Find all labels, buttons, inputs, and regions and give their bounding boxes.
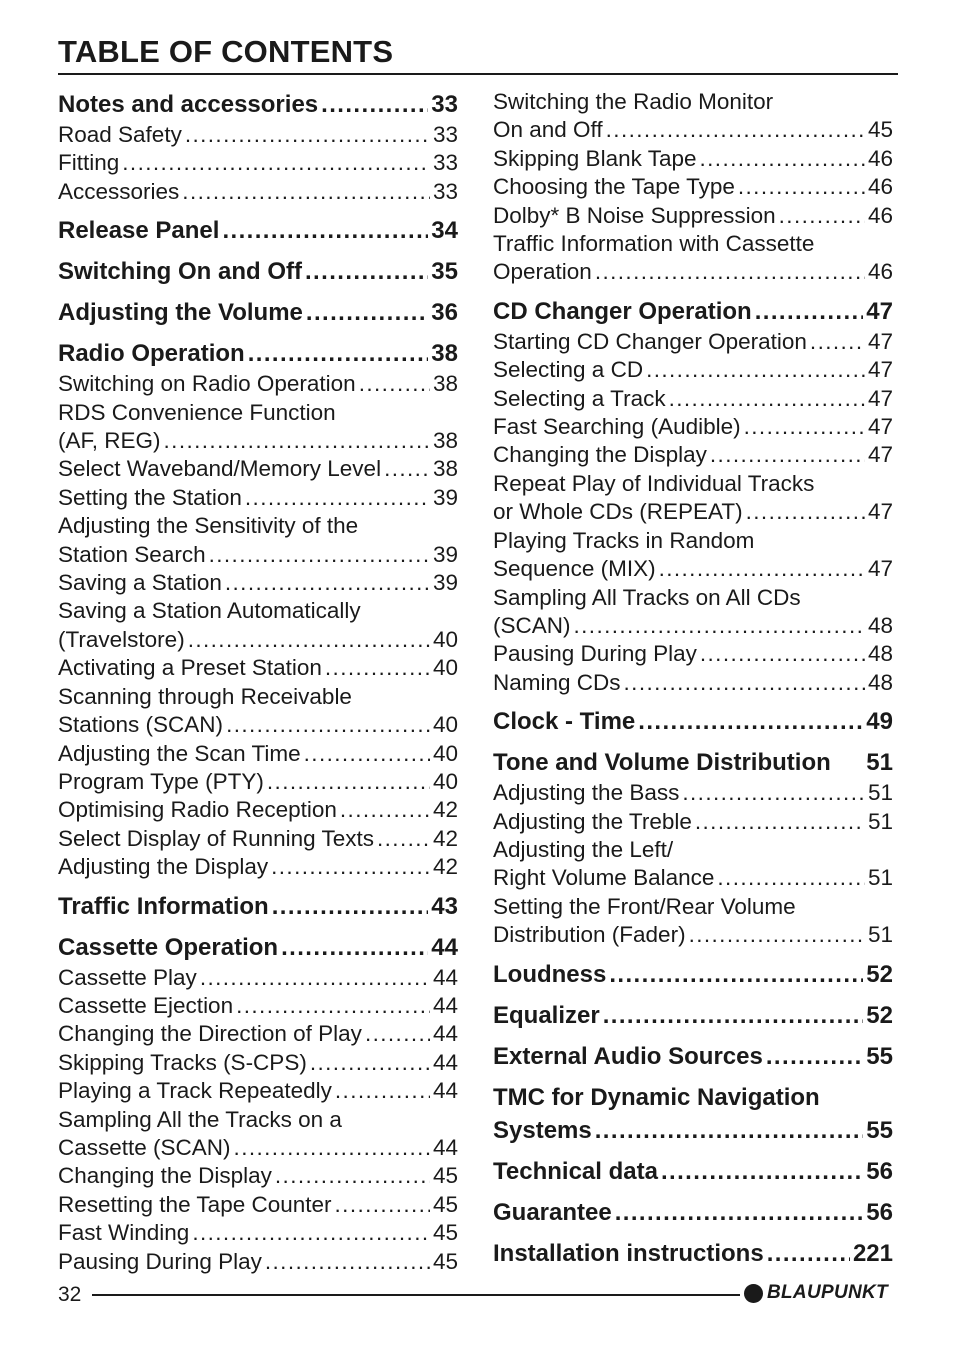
dot-leader <box>574 612 865 640</box>
toc-entry <box>58 455 458 483</box>
toc-entry <box>58 541 458 569</box>
page-title: TABLE OF CONTENTS <box>58 34 394 69</box>
toc-page-number: 39 <box>432 570 458 596</box>
toc-entry <box>493 921 893 949</box>
toc-page-number: 38 <box>432 371 458 397</box>
toc-entry <box>58 853 458 881</box>
toc-page-number: 44 <box>432 1078 458 1104</box>
toc-page-number: 33 <box>432 122 458 147</box>
toc-page-number: 47 <box>866 297 893 325</box>
toc-page-number: 56 <box>866 1198 893 1226</box>
toc-page-number: 45 <box>432 1191 458 1217</box>
dot-leader <box>755 295 864 328</box>
toc-page-number: 51 <box>867 865 893 891</box>
toc-page-number: 42 <box>432 797 458 823</box>
toc-page-number: 51 <box>867 808 893 834</box>
toc-entry-title: Cassette Play <box>58 964 197 990</box>
toc-entry <box>493 779 893 807</box>
toc-page-number: 46 <box>867 145 893 171</box>
toc-page-number: 48 <box>867 641 893 667</box>
toc-entry-title: Stations (SCAN) <box>58 712 224 738</box>
dot-leader <box>236 992 430 1020</box>
dot-leader <box>766 1040 863 1073</box>
toc-entry <box>58 992 458 1020</box>
toc-entry-title: Saving a Station Automatically <box>58 598 361 624</box>
toc-entry <box>58 654 458 682</box>
dot-leader <box>192 1219 430 1247</box>
toc-entry-title: Traffic Information <box>58 892 269 920</box>
toc-page-number: 46 <box>867 202 893 228</box>
dot-leader <box>710 441 865 469</box>
toc-page-number: 45 <box>432 1248 458 1274</box>
toc-entry-title: Clock - Time <box>493 708 636 736</box>
toc-entry-title: Dolby* B Noise Suppression <box>493 202 776 228</box>
toc-entry-title: Setting the Station <box>58 484 242 510</box>
toc-entry-title: Changing the Display <box>58 1163 272 1189</box>
toc-entry <box>58 1049 458 1077</box>
dot-leader <box>335 1191 430 1219</box>
toc-entry-title: Scanning through Receivable <box>58 683 352 709</box>
toc-entry-title: Fitting <box>58 150 120 176</box>
toc-page-number: 44 <box>432 1134 458 1160</box>
toc-entry-title: CD Changer Operation <box>493 297 752 325</box>
dot-leader <box>305 255 428 288</box>
dot-leader <box>746 498 865 526</box>
toc-entry <box>493 356 893 384</box>
brand-logo <box>744 1283 888 1303</box>
dot-leader <box>271 853 430 881</box>
toc-page-number: 35 <box>431 258 458 286</box>
dot-leader <box>365 1020 430 1048</box>
toc-entry-title: Sequence (MIX) <box>493 556 656 582</box>
toc-page-number: 56 <box>866 1157 893 1185</box>
dot-leader <box>624 669 865 697</box>
toc-page-number: 45 <box>432 1163 458 1189</box>
toc-page-number: 45 <box>432 1220 458 1246</box>
dot-leader <box>304 740 430 768</box>
dot-leader <box>335 1077 430 1105</box>
toc-entry-title: Equalizer <box>493 1001 600 1029</box>
toc-page-number: 55 <box>866 1116 893 1144</box>
toc-entry <box>493 441 893 469</box>
toc-page-number: 40 <box>432 712 458 738</box>
dot-leader <box>384 455 430 483</box>
toc-entry-title: Saving a Station <box>58 570 222 596</box>
toc-page-number: 40 <box>432 740 458 766</box>
toc-entry <box>493 864 893 892</box>
dot-leader <box>606 116 865 144</box>
toc-entry-title: Traffic Information with Cassette <box>493 231 815 257</box>
dot-leader <box>340 796 430 824</box>
toc-section-heading <box>58 214 458 247</box>
toc-entry <box>58 740 458 768</box>
dot-leader <box>267 768 430 796</box>
dot-leader <box>321 88 428 121</box>
toc-section-heading <box>493 705 893 738</box>
toc-page-number: 45 <box>867 117 893 143</box>
toc-entry <box>58 825 458 853</box>
page-number: 32 <box>58 1283 82 1306</box>
toc-page-number: 47 <box>867 442 893 468</box>
toc-page-number: 42 <box>432 854 458 880</box>
toc-entry-title: Adjusting the Volume <box>58 299 303 327</box>
toc-page-number: 33 <box>432 150 458 176</box>
toc-column-left <box>58 88 458 1276</box>
toc-page-number: 39 <box>432 541 458 567</box>
toc-section-heading <box>58 337 458 370</box>
dot-leader <box>185 121 430 149</box>
dot-leader <box>222 214 428 247</box>
toc-entry <box>493 527 893 555</box>
toc-entry <box>58 1219 458 1247</box>
toc-page-number: 44 <box>432 964 458 990</box>
dot-leader <box>209 541 430 569</box>
toc-page-number: 33 <box>432 178 458 204</box>
toc-entry <box>493 612 893 640</box>
toc-page-number: 46 <box>867 174 893 200</box>
dot-leader <box>603 999 864 1032</box>
toc-entry-title: Adjusting the Sensitivity of the <box>58 513 359 539</box>
toc-page-number: 42 <box>432 825 458 851</box>
toc-entry <box>58 683 458 711</box>
toc-entry <box>493 173 893 201</box>
toc-page-number: 44 <box>431 933 458 961</box>
toc-entry-title: Cassette Operation <box>58 933 279 961</box>
dot-leader <box>689 921 865 949</box>
toc-entry-title: Distribution (Fader) <box>493 922 686 948</box>
dot-leader <box>669 385 865 413</box>
toc-entry <box>58 711 458 739</box>
toc-entry-title: Resetting the Tape Counter <box>58 1191 332 1217</box>
toc-page-number: 40 <box>432 768 458 794</box>
dot-leader <box>265 1248 430 1276</box>
dot-leader <box>609 958 863 991</box>
toc-page-number: 52 <box>866 960 893 988</box>
toc-entry-title: Program Type (PTY) <box>58 768 264 794</box>
toc-entry <box>58 569 458 597</box>
toc-entry <box>493 555 893 583</box>
toc-entry-title: Playing Tracks in Random <box>493 527 755 553</box>
dot-leader <box>200 964 430 992</box>
toc-entry <box>58 626 458 654</box>
dot-leader <box>717 864 865 892</box>
toc-entry-title: (SCAN) <box>493 612 571 638</box>
toc-entry-title: Naming CDs <box>493 669 621 695</box>
dot-leader <box>122 149 430 177</box>
toc-entry <box>493 640 893 668</box>
toc-entry <box>493 808 893 836</box>
footer-divider <box>92 1294 740 1296</box>
toc-entry <box>493 328 893 356</box>
toc-entry-title: Playing a Track Repeatedly <box>58 1078 332 1104</box>
toc-entry-title: Guarantee <box>493 1198 612 1226</box>
toc-entry-title: Switching On and Off <box>58 258 302 286</box>
toc-entry <box>493 202 893 230</box>
toc-entry <box>58 1020 458 1048</box>
toc-entry <box>493 385 893 413</box>
toc-entry-title: Adjusting the Display <box>58 854 269 880</box>
toc-entry-title: Notes and accessories <box>58 91 319 118</box>
toc-entry <box>493 498 893 526</box>
toc-page-number: 39 <box>432 484 458 510</box>
toc-entry-title: Optimising Radio Reception <box>58 797 337 823</box>
toc-section-heading <box>58 890 458 923</box>
dot-leader <box>744 413 865 441</box>
toc-entry-title: Radio Operation <box>58 340 245 368</box>
toc-entry-title: or Whole CDs (REPEAT) <box>493 499 743 525</box>
toc-entry <box>58 427 458 455</box>
dot-leader <box>310 1049 430 1077</box>
toc-section-heading <box>58 296 458 329</box>
toc-page-number: 36 <box>431 299 458 327</box>
toc-page-number: 47 <box>867 414 893 440</box>
dot-leader <box>359 370 430 398</box>
toc-entry <box>493 230 893 258</box>
dot-leader <box>595 1114 864 1147</box>
toc-section-heading <box>493 1237 893 1270</box>
toc-page-number: 48 <box>867 669 893 695</box>
toc-page-number: 221 <box>852 1239 893 1267</box>
toc-page-number: 51 <box>867 922 893 948</box>
dot-leader <box>646 356 865 384</box>
dot-leader <box>188 626 430 654</box>
toc-page-number: 47 <box>867 499 893 525</box>
toc-page-number: 48 <box>867 612 893 638</box>
toc-page-number: 38 <box>432 428 458 454</box>
toc-page-number: 40 <box>432 626 458 652</box>
dot-leader <box>272 890 429 923</box>
dot-leader <box>306 296 428 329</box>
toc-entry <box>58 1191 458 1219</box>
dot-leader <box>695 808 865 836</box>
brand-name: BLAUPUNKT <box>767 1282 888 1303</box>
toc-entry-title: Selecting a Track <box>493 385 666 411</box>
toc-entry <box>493 258 893 286</box>
toc-entry-title: Fast Winding <box>58 1220 190 1246</box>
toc-section-heading <box>493 746 893 779</box>
toc-entry-title: Switching the Radio Monitor <box>493 89 774 114</box>
dot-leader <box>248 337 429 370</box>
toc-page-number: 47 <box>867 385 893 411</box>
toc-section-heading <box>493 295 893 328</box>
toc-entry-title: Activating a Preset Station <box>58 655 322 681</box>
toc-entry-title: Select Waveband/Memory Level <box>58 456 382 482</box>
title-divider <box>58 73 898 75</box>
toc-section-heading <box>493 1081 893 1114</box>
toc-page-number: 49 <box>866 708 893 736</box>
toc-page-number: 55 <box>866 1042 893 1070</box>
toc-entry-title: Selecting a CD <box>493 357 644 383</box>
toc-section-heading <box>58 255 458 288</box>
dot-leader <box>810 328 865 356</box>
toc-entry-title: Starting CD Changer Operation <box>493 328 807 354</box>
dot-leader <box>700 640 865 668</box>
toc-entry-title: Release Panel <box>58 217 220 245</box>
dot-leader <box>225 569 430 597</box>
toc-section-heading <box>58 931 458 964</box>
toc-entry-title: Operation <box>493 259 592 285</box>
dot-leader <box>659 555 865 583</box>
toc-entry <box>58 370 458 398</box>
toc-entry-title: Adjusting the Left/ <box>493 836 674 862</box>
toc-entry-title: Adjusting the Scan Time <box>58 740 301 766</box>
toc-entry-title: Road Safety <box>58 122 182 147</box>
dot-leader <box>682 779 865 807</box>
toc-page-number: 46 <box>867 259 893 285</box>
dot-leader <box>226 711 430 739</box>
toc-entry-title: (Travelstore) <box>58 626 185 652</box>
toc-entry-title: Skipping Tracks (S-CPS) <box>58 1049 307 1075</box>
toc-entry-title: Technical data <box>493 1157 658 1185</box>
toc-entry <box>58 121 458 149</box>
toc-section-heading <box>493 1196 893 1229</box>
toc-entry-title: RDS Convenience Function <box>58 399 336 425</box>
toc-entry <box>58 484 458 512</box>
toc-entry-title: Switching on Radio Operation <box>58 371 356 397</box>
toc-entry <box>58 1248 458 1276</box>
toc-section-heading <box>493 1155 893 1188</box>
toc-column-right <box>493 88 893 1270</box>
dot-leader <box>595 258 865 286</box>
toc-entry <box>58 1077 458 1105</box>
toc-page-number: 44 <box>432 1021 458 1047</box>
toc-entry <box>58 399 458 427</box>
toc-entry <box>493 470 893 498</box>
toc-page-number: 33 <box>431 91 458 118</box>
toc-entry-title: External Audio Sources <box>493 1042 763 1070</box>
dot-leader <box>275 1162 430 1190</box>
toc-entry <box>58 1106 458 1134</box>
toc-entry-title: Tone and Volume Distribution <box>493 749 831 777</box>
toc-entry-title: Changing the Direction of Play <box>58 1021 362 1047</box>
toc-entry <box>493 669 893 697</box>
toc-entry-title: Loudness <box>493 960 607 988</box>
toc-entry <box>58 149 458 177</box>
toc-section-heading <box>493 999 893 1032</box>
toc-section-heading <box>493 958 893 991</box>
toc-entry <box>493 145 893 173</box>
toc-entry <box>493 116 893 144</box>
dot-leader <box>779 202 865 230</box>
dot-leader <box>377 825 430 853</box>
toc-page-number: 51 <box>867 780 893 806</box>
toc-entry-title: Skipping Blank Tape <box>493 145 697 171</box>
dot-leader <box>281 931 428 964</box>
toc-page-number: 44 <box>432 1049 458 1075</box>
toc-entry-title: Choosing the Tape Type <box>493 174 735 200</box>
toc-page-number: 43 <box>431 892 458 920</box>
dot-leader <box>615 1196 864 1229</box>
toc-page-number: 34 <box>431 217 458 245</box>
toc-page-number: 38 <box>432 456 458 482</box>
toc-entry-title: Sampling All the Tracks on a <box>58 1106 342 1132</box>
toc-entry-title: (AF, REG) <box>58 428 161 454</box>
toc-entry <box>493 584 893 612</box>
dot-leader <box>234 1134 430 1162</box>
toc-entry-title: Cassette Ejection <box>58 992 234 1018</box>
dot-leader <box>638 705 863 738</box>
toc-entry-title: Pausing During Play <box>493 641 697 667</box>
toc-entry <box>58 964 458 992</box>
toc-entry-title: Setting the Front/Rear Volume <box>493 893 796 919</box>
toc-page-number: 44 <box>432 992 458 1018</box>
toc-entry-title: Changing the Display <box>493 442 707 468</box>
toc-entry-title: TMC for Dynamic Navigation <box>493 1083 820 1111</box>
toc-entry-title: Accessories <box>58 178 180 204</box>
toc-entry <box>493 836 893 864</box>
toc-entry-title: On and Off <box>493 117 603 143</box>
toc-entry-title: Right Volume Balance <box>493 865 715 891</box>
toc-entry <box>493 893 893 921</box>
toc-entry-title: Select Display of Running Texts <box>58 825 374 851</box>
toc-page-number: 40 <box>432 655 458 681</box>
toc-entry <box>58 597 458 625</box>
toc-page-number: 47 <box>867 556 893 582</box>
toc-section-heading <box>58 88 458 121</box>
dot-leader <box>738 173 865 201</box>
toc-entry <box>58 1134 458 1162</box>
toc-page-number: 47 <box>867 328 893 354</box>
dot-leader <box>699 145 864 173</box>
toc-entry-title: Installation instructions <box>493 1239 764 1267</box>
toc-entry <box>493 88 893 116</box>
toc-entry <box>58 178 458 206</box>
toc-entry-title: Adjusting the Treble <box>493 808 692 834</box>
dot-leader <box>182 178 430 206</box>
toc-entry-title: Station Search <box>58 541 206 567</box>
toc-entry-title: Cassette (SCAN) <box>58 1134 231 1160</box>
dot-leader <box>245 484 430 512</box>
toc-entry <box>493 413 893 441</box>
toc-entry-title: Repeat Play of Individual Tracks <box>493 470 815 496</box>
toc-section-heading <box>493 1114 893 1147</box>
dot-leader <box>661 1155 863 1188</box>
toc-page-number: 47 <box>867 357 893 383</box>
brand-dot-icon <box>744 1284 763 1303</box>
toc-entry-title: Fast Searching (Audible) <box>493 414 741 440</box>
toc-entry-title: Pausing During Play <box>58 1248 262 1274</box>
toc-page-number: 51 <box>866 749 893 777</box>
toc-entry-title: Sampling All Tracks on All CDs <box>493 584 801 610</box>
toc-entry <box>58 796 458 824</box>
toc-page-number: 52 <box>866 1001 893 1029</box>
toc-entry <box>58 1162 458 1190</box>
toc-entry <box>58 512 458 540</box>
toc-section-heading <box>493 1040 893 1073</box>
toc-entry-title: Adjusting the Bass <box>493 780 680 806</box>
toc-page-number: 38 <box>431 340 458 368</box>
dot-leader <box>164 427 430 455</box>
dot-leader <box>767 1237 850 1270</box>
toc-entry-title: Systems <box>493 1116 592 1144</box>
toc-entry <box>58 768 458 796</box>
dot-leader <box>325 654 430 682</box>
